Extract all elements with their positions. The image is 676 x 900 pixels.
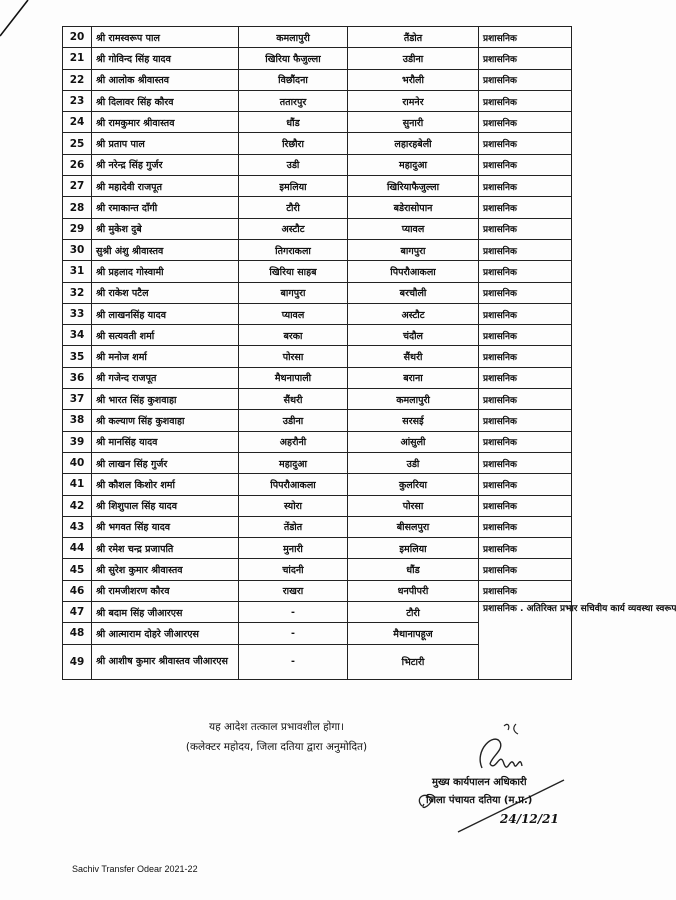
row-number: 28 (63, 197, 92, 218)
table-row (63, 367, 572, 388)
employee-name: श्री मुकेश दुबे (92, 218, 239, 239)
employee-name: श्री मनोज शर्मा (92, 346, 239, 367)
transfer-type: प्रशासनिक (479, 495, 572, 516)
current-location: - (239, 623, 348, 644)
employee-name: श्री आत्माराम दोहरे जीआरएस (92, 623, 239, 644)
employee-name: श्री नरेन्द्र सिंह गुर्जर (92, 154, 239, 175)
current-location: धौंड (239, 112, 348, 133)
new-location: टौरी (348, 602, 479, 623)
new-location: भिटारी (348, 644, 479, 679)
table-row (63, 346, 572, 367)
table-row (63, 48, 572, 69)
transfer-type: प्रशासनिक (479, 580, 572, 601)
employee-name: श्री बदाम सिंह जीआरएस (92, 602, 239, 623)
row-number: 26 (63, 154, 92, 175)
employee-name: श्री सत्यवती शर्मा (92, 325, 239, 346)
row-number: 43 (63, 516, 92, 537)
new-location: बागपुरा (348, 239, 479, 260)
employee-name: श्री कल्याण सिंह कुशवाहा (92, 410, 239, 431)
new-location: अस्टौट (348, 303, 479, 324)
new-location: कमलापुरी (348, 389, 479, 410)
employee-name: श्री रामजीशरण कौरव (92, 580, 239, 601)
row-number: 42 (63, 495, 92, 516)
new-location: सुनारी (348, 112, 479, 133)
transfer-type: प्रशासनिक (479, 239, 572, 260)
table-row (63, 559, 572, 580)
row-number: 37 (63, 389, 92, 410)
transfer-type: प्रशासनिक (479, 452, 572, 473)
new-location: सरसई (348, 410, 479, 431)
current-location: अहरौनी (239, 431, 348, 452)
current-location: बागपुरा (239, 282, 348, 303)
transfer-type: प्रशासनिक (479, 69, 572, 90)
table-row (63, 580, 572, 601)
table-row (63, 303, 572, 324)
table-row (63, 452, 572, 473)
current-location: खिरिया साहब (239, 261, 348, 282)
transfer-type: प्रशासनिक (479, 133, 572, 154)
row-number: 38 (63, 410, 92, 431)
employee-name: सुश्री अंशु श्रीवास्तव (92, 239, 239, 260)
row-number: 27 (63, 176, 92, 197)
table-row (63, 282, 572, 303)
employee-name: श्री रमाकान्त दाँगी (92, 197, 239, 218)
signature-block (404, 720, 604, 840)
table-row (63, 69, 572, 90)
table-row (63, 133, 572, 154)
table-row (63, 495, 572, 516)
current-location: तेंडोत (239, 516, 348, 537)
transfer-table (62, 26, 676, 680)
current-location: महादुआ (239, 452, 348, 473)
table-row (63, 325, 572, 346)
transfer-type: प्रशासनिक (479, 154, 572, 175)
current-location: तिगराकला (239, 239, 348, 260)
new-location: धौंड (348, 559, 479, 580)
transfer-type: प्रशासनिक (479, 261, 572, 282)
row-number: 29 (63, 218, 92, 239)
table-row (63, 389, 572, 410)
table-row (63, 602, 572, 623)
employee-name: श्री प्रताप पाल (92, 133, 239, 154)
new-location: सैंथरी (348, 346, 479, 367)
signatory-title: मुख्य कार्यपालन अधिकारी (432, 777, 527, 788)
row-number: 41 (63, 474, 92, 495)
transfer-type: प्रशासनिक (479, 303, 572, 324)
employee-name: श्री रमेश चन्द्र प्रजापति (92, 538, 239, 559)
row-number: 44 (63, 538, 92, 559)
transfer-type: प्रशासनिक (479, 90, 572, 111)
new-location: धनपीपरी (348, 580, 479, 601)
current-location: पोरसा (239, 346, 348, 367)
employee-name: श्री लाखन सिंह गुर्जर (92, 452, 239, 473)
row-number: 30 (63, 239, 92, 260)
table-row (63, 239, 572, 260)
new-location: इमलिया (348, 538, 479, 559)
current-location: ततारपुर (239, 90, 348, 111)
new-location: महादुआ (348, 154, 479, 175)
employee-name: श्री गजेन्द राजपूत (92, 367, 239, 388)
signatory-office: जिला पंचायत दतिया (म.प्र.) (426, 795, 533, 806)
current-location: उडी (239, 154, 348, 175)
new-location: बीसलपुरा (348, 516, 479, 537)
transfer-type: प्रशासनिक (479, 325, 572, 346)
current-location: सैंथरी (239, 389, 348, 410)
table-row (63, 410, 572, 431)
row-number: 36 (63, 367, 92, 388)
row-number: 24 (63, 112, 92, 133)
transfer-type: प्रशासनिक (479, 538, 572, 559)
new-location: उडी (348, 452, 479, 473)
table-row (63, 516, 572, 537)
employee-name: श्री भगवत सिंह यादव (92, 516, 239, 537)
signature-date: 24/12/21 (500, 812, 559, 826)
table-row (63, 197, 572, 218)
new-location: प्यावल (348, 218, 479, 239)
employee-name: श्री महादेवी राजपूत (92, 176, 239, 197)
table-row (63, 431, 572, 452)
current-location: - (239, 644, 348, 679)
transfer-type: प्रशासनिक (479, 197, 572, 218)
new-location: भरौली (348, 69, 479, 90)
new-location: उडीना (348, 48, 479, 69)
employee-name: श्री लाखनसिंह यादव (92, 303, 239, 324)
current-location: खिरिया फैजुल्ला (239, 48, 348, 69)
current-location: विछौंदना (239, 69, 348, 90)
row-number: 31 (63, 261, 92, 282)
current-location: पिपरौआकला (239, 474, 348, 495)
new-location: कुलरिया (348, 474, 479, 495)
row-number: 23 (63, 90, 92, 111)
order-effective-note: यह आदेश तत्काल प्रभावशील होगा। (209, 721, 344, 733)
row-number: 32 (63, 282, 92, 303)
table-row (63, 261, 572, 282)
table-row (63, 538, 572, 559)
transfer-type: प्रशासनिक (479, 346, 572, 367)
current-location: टौरी (239, 197, 348, 218)
current-location: मैथनापाली (239, 367, 348, 388)
row-number: 20 (63, 27, 92, 48)
new-location: पिपरौआकला (348, 261, 479, 282)
transfer-type: प्रशासनिक (479, 282, 572, 303)
row-number: 46 (63, 580, 92, 601)
current-location: बरका (239, 325, 348, 346)
new-location: तैंडोत (348, 27, 479, 48)
employee-name: श्री सुरेश कुमार श्रीवास्तव (92, 559, 239, 580)
new-location: पोरसा (348, 495, 479, 516)
employee-name: श्री शिशुपाल सिंह यादव (92, 495, 239, 516)
transfer-type: प्रशासनिक (479, 218, 572, 239)
transfer-type: प्रशासनिक (479, 27, 572, 48)
current-location: कमलापुरी (239, 27, 348, 48)
transfer-type: प्रशासनिक (479, 431, 572, 452)
table-row (63, 218, 572, 239)
employee-name: श्री गोविन्द सिंह यादव (92, 48, 239, 69)
table-row (63, 176, 572, 197)
new-location: बराना (348, 367, 479, 388)
transfer-type: प्रशासनिक (479, 516, 572, 537)
current-location: अस्टौट (239, 218, 348, 239)
current-location: उडीना (239, 410, 348, 431)
current-location: प्यावल (239, 303, 348, 324)
current-location: राखरा (239, 580, 348, 601)
row-number: 48 (63, 623, 92, 644)
current-location: स्योरा (239, 495, 348, 516)
new-location: बरचौली (348, 282, 479, 303)
collector-approval-note: (कलेक्टर महोदय, जिला दतिया द्वारा अनुमोदित) (185, 741, 368, 753)
row-number: 33 (63, 303, 92, 324)
row-number: 45 (63, 559, 92, 580)
employee-name: श्री दिलावर सिंह कौरव (92, 90, 239, 111)
employee-name: श्री प्रहलाद गोस्वामी (92, 261, 239, 282)
row-number: 25 (63, 133, 92, 154)
transfer-type: प्रशासनिक (479, 48, 572, 69)
current-location: चांदनी (239, 559, 348, 580)
row-number: 49 (63, 644, 92, 679)
new-location: बडेरासोपान (348, 197, 479, 218)
employee-name: श्री मानसिंह यादव (92, 431, 239, 452)
employee-name: श्री भारत सिंह कुशवाहा (92, 389, 239, 410)
row-number: 39 (63, 431, 92, 452)
employee-name: श्री आलोक श्रीवास्तव (92, 69, 239, 90)
new-location: चंदौल (348, 325, 479, 346)
transfer-type: प्रशासनिक (479, 389, 572, 410)
new-location: रामनेर (348, 90, 479, 111)
transfer-type: प्रशासनिक (479, 367, 572, 388)
new-location: मैथानापहूज (348, 623, 479, 644)
row-number: 22 (63, 69, 92, 90)
transfer-type: प्रशासनिक (479, 176, 572, 197)
row-number: 21 (63, 48, 92, 69)
table-row (63, 112, 572, 133)
table-row (63, 474, 572, 495)
table-row (63, 27, 572, 48)
employee-name: श्री कौशल किशोर शर्मा (92, 474, 239, 495)
current-location: मुनारी (239, 538, 348, 559)
transfer-type: प्रशासनिक (479, 410, 572, 431)
current-location: रिछौरा (239, 133, 348, 154)
new-location: आंसुली (348, 431, 479, 452)
scan-edge-mark (0, 0, 40, 40)
transfer-type: प्रशासनिक (479, 559, 572, 580)
table-row (63, 90, 572, 111)
transfer-type: प्रशासनिक (479, 112, 572, 133)
additional-charge-type: प्रशासनिक . अतिरिक्त प्रभार सचिवीय कार्य व्यवस्था स्वरूप (479, 602, 572, 680)
new-location: खिरियाफैजुल्ला (348, 176, 479, 197)
employee-name: श्री रामकुमार श्रीवास्तव (92, 112, 239, 133)
current-location: इमलिया (239, 176, 348, 197)
transfer-type: प्रशासनिक (479, 474, 572, 495)
row-number: 40 (63, 452, 92, 473)
table-row (63, 154, 572, 175)
employee-name: श्री राकेश पटैल (92, 282, 239, 303)
current-location: - (239, 602, 348, 623)
row-number: 34 (63, 325, 92, 346)
document-footer-label: Sachiv Transfer Odear 2021-22 (72, 864, 198, 874)
new-location: लहारहबेली (348, 133, 479, 154)
row-number: 47 (63, 602, 92, 623)
row-number: 35 (63, 346, 92, 367)
employee-name: श्री आशीष कुमार श्रीवास्तव जीआरएस (92, 644, 239, 679)
employee-name: श्री रामस्वरूप पाल (92, 27, 239, 48)
